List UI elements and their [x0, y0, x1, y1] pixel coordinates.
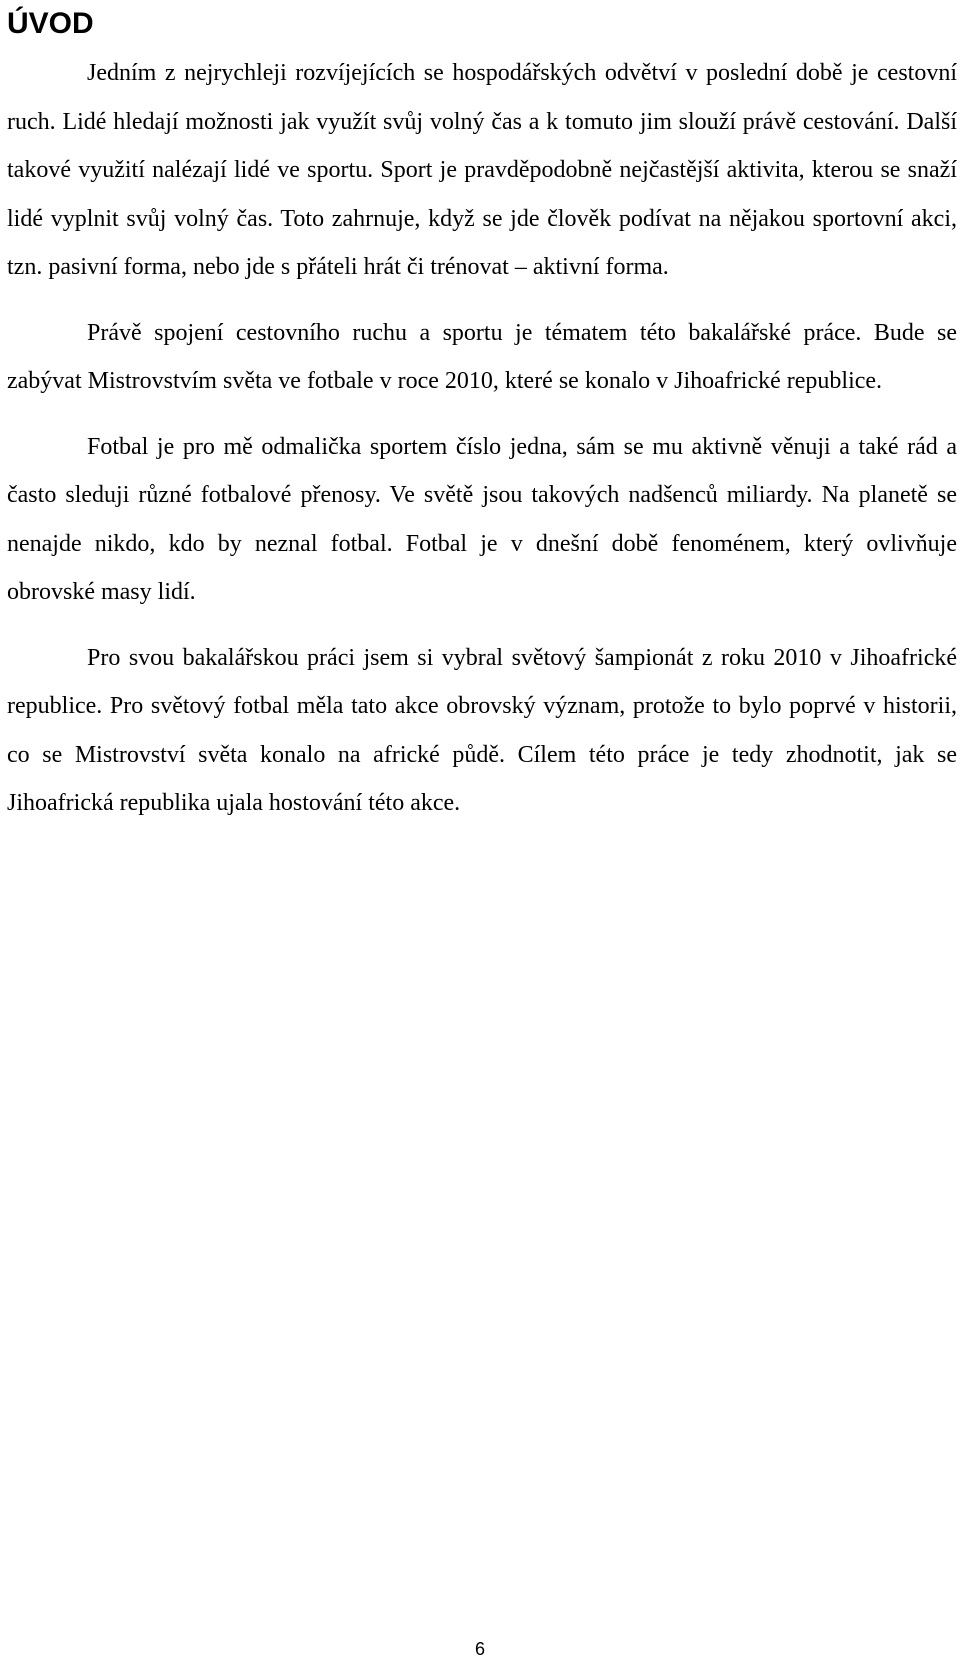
body-text	[7, 49, 957, 828]
paragraph-topic: Právě spojení cestovního ruchu a sportu je tématem této bakalářské práce. Bude se zabývat Mistrovstvím světa ve fotbale v roce 2010, které se konalo v Jihoafrické republice.	[7, 319, 957, 394]
page-number: 6	[474, 1639, 485, 1659]
paragraph-intro: Jedním z nejrychleji rozvíjejících se hospodářských odvětví v poslední době je cestovní ruch. Lidé hledají možnosti jak využít svůj volný čas a k tomuto jim slouží právě cestování. Další takové využití nalézají lidé ve sportu. Sport je pravděpodobně nejčastější aktivita, kterou se snaží lidé vyplnit svůj volný čas. Toto zahrnuje, když se jde člověk podívat na nějakou sportovní akci, tzn. pasivní forma, nebo jde s přáteli hrát či trénovat – aktivní forma.	[7, 60, 957, 280]
paragraph-goal: Pro svou bakalářskou práci jsem si vybral světový šampionát z roku 2010 v Jihoafrické republice. Pro světový fotbal měla tato akce obrovský význam, protože to bylo poprvé v historii, co se Mistrovství světa konalo na africké půdě. Cílem této práce je tedy zhodnotit, jak se Jihoafrická republika ujala hostování této akce.	[7, 644, 957, 816]
paragraph-football: Fotbal je pro mě odmalička sportem číslo jedna, sám se mu aktivně věnuji a také rád a často sleduji různé fotbalové přenosy. Ve světě jsou takových nadšenců miliardy. Na planetě se nenajde nikdo, kdo by neznal fotbal. Fotbal je v dnešní době fenoménem, který ovlivňuje obrovské masy lidí.	[7, 433, 957, 605]
section-heading: ÚVOD	[7, 7, 94, 40]
